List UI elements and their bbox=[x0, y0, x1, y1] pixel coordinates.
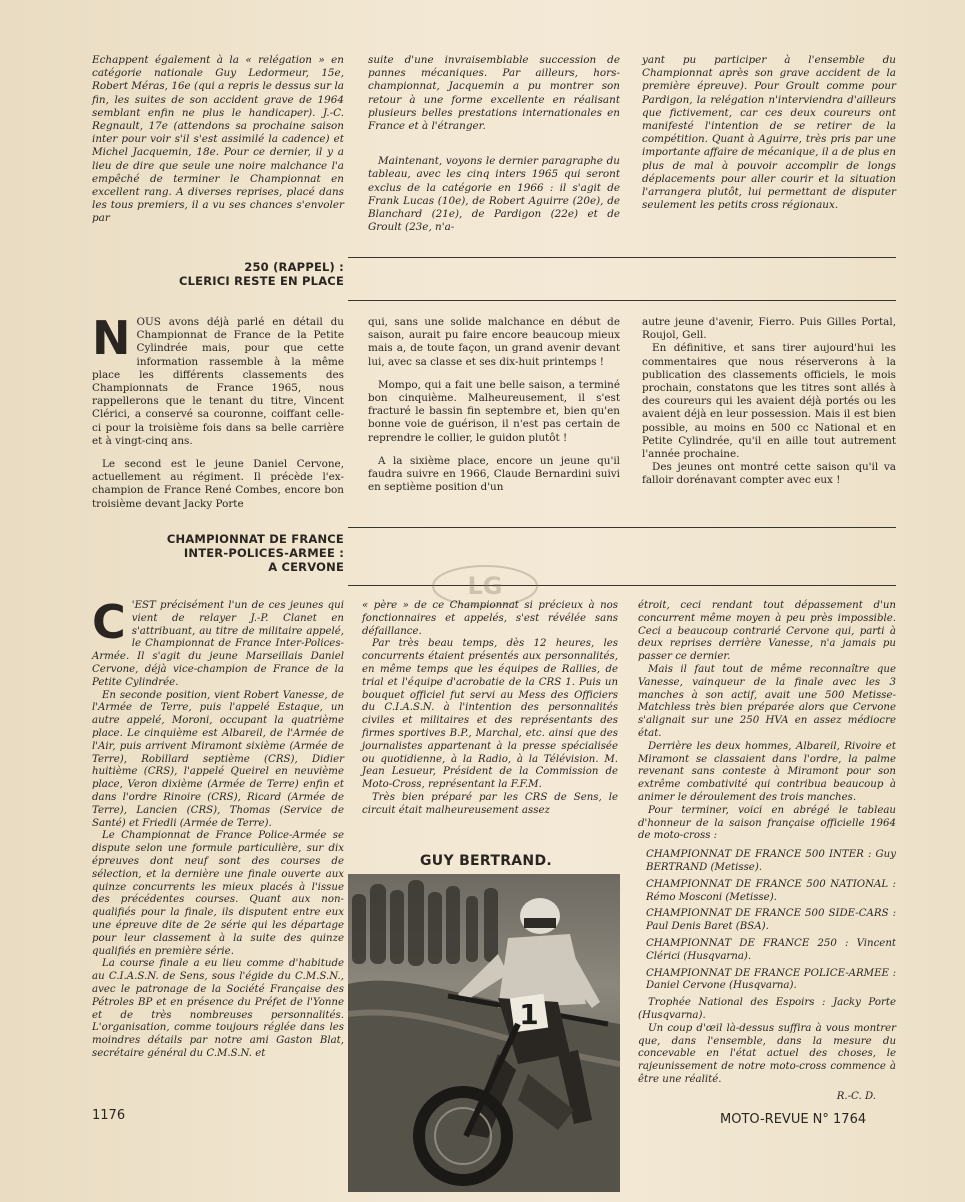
section-3-col-3-p2: Mais il faut tout de même reconnaître que Vanesse, vainqueur de la finale avec les 3 manches à son actif, avait une 500 Metisse-Matchless très bien préparée alors que Cervone s'alignait sur une 250 HVA en assez médiocre état. bbox=[638, 663, 896, 739]
section-2-col-1 bbox=[92, 311, 344, 521]
section-2-col-3 bbox=[642, 316, 896, 498]
section-3-col-1-p2: En seconde position, vient Robert Vanesse, de l'Armée de Terre, puis l'appelé Estaque, un autre appelé, Moroni, occupant la quatrième place. Le cinquième est Albareil, de l'Armée de l'Air, puis arrivent Miramont sixième (Armée de Terre), Robillard septième (CRS), Didier huitième (CRS), l'appelé Queirel en neuvième place, Veron dixième (Armée de Terre) enfin et dans l'ordre Rinoire (CRS), Ricard (Armée de Terre), Lancien (CRS), Thomas (Service de Santé) et Friedli (Armée de Terre). bbox=[92, 689, 344, 829]
section-2-col-1-p1: OUS avons déjà parlé en détail du Championnat de France de la Petite Cylindrée mais, pour que cette information rassemble à la même place les différents classements des Championnats de France 1965, nous rappellerons que le tenant du titre, Vincent Clérici, a conservé sa couronne, coiffant celle-ci pour la troisième fois dans sa belle carrière et à vingt-cinq ans. bbox=[92, 316, 344, 447]
champion-entry: CHAMPIONNAT DE FRANCE 500 SIDE-CARS : Paul Denis Baret (BSA). bbox=[646, 908, 896, 933]
champion-entry: CHAMPIONNAT DE FRANCE 500 NATIONAL : Rémo Mosconi (Metisse). bbox=[646, 878, 896, 903]
section-2-dropcap: N bbox=[92, 311, 131, 365]
motocross-rider-image bbox=[348, 874, 620, 1192]
section-3-col-3-p3: Derrière les deux hommes, Albareil, Rivoire et Miramont se classaient dans l'ordre, la palme revenant sans conteste à Miramont pour son extrême combativité qui contribua beaucoup à animer le déroulement des trois manches. bbox=[638, 740, 896, 803]
section-2-col-3-p1: autre jeune d'avenir, Fierro. Puis Gilles Portal, Roujol, Gell. bbox=[642, 316, 896, 342]
section-2-col-2 bbox=[368, 316, 620, 504]
section-3-col-3-p4: Pour terminer, voici en abrégé le tableau d'honneur de la saison française officielle 1964 de moto-cross : bbox=[638, 804, 896, 842]
section-2-col-3-p3: Des jeunes ont montré cette saison qu'il va falloir dorénavant compter avec eux ! bbox=[642, 461, 896, 487]
section-2-title-line-2: CLERICI RESTE EN PLACE bbox=[178, 274, 344, 288]
section-3-col-1-p1: 'EST précisément l'un de ces jeunes qui vient de relayer J.-P. Clanet en s'attribuant, au titre de militaire appelé, le Championnat de France Inter-Polices-Armée. Il s'agit du jeune Marseillais Daniel Cervone, déjà vice-champion de France de la Petite Cylindrée. bbox=[92, 600, 344, 688]
section-2-rule-top bbox=[348, 257, 896, 258]
page-number: 1176 bbox=[92, 1108, 126, 1123]
section-3-col-2-p2: Par très beau temps, dès 12 heures, les concurrents étaient présentés aux personnalités, en même temps que les équipes de Rallies, de trial et l'équipe d'acrobatie de la CRS 1. Puis un bouquet officiel fut servi au Mess des Officiers du C.I.A.S.N. à l'intention des personnalités civiles et militaires et des représentants des firmes sportives B.P., Marchal, etc. ainsi que des journalistes appartenant à la presse spécialisée ou quotidienne, à la Radio, à la Télévision. M. Jean Lesueur, Président de la Commission de Moto-Cross, représentant la F.F.M. bbox=[362, 638, 618, 791]
section-3-col-1-p3: Le Championnat de France Police-Armée se dispute selon une formule particulière, sur dix épreuves dont neuf sont des courses de sélection, et la dernière une finale ouverte aux quinze concurrents les mieux placés à l'issue des précédentes courses. Quant aux non-qualifiés pour la finale, ils disputent entre eux une épreuve dite de 2e série qui les départage pour leur classement à la suite des quinze qualifiés en première série. bbox=[92, 830, 344, 957]
section-3-col-3-p5: Trophée National des Espoirs : Jacky Porte (Husqvarna). bbox=[638, 997, 896, 1021]
section-2-col-2-p3: A la sixième place, encore un jeune qu'il faudra suivre en 1966, Claude Bernardini suivi en septième position d'un bbox=[368, 454, 620, 494]
race-number-plate: 1 bbox=[519, 998, 539, 1031]
section-3-col-3 bbox=[638, 600, 896, 1103]
top-col-3-text: yant pu participer à l'ensemble du Championnat après son grave accident de la première épreuve). Pour Groult comme pour Pardigon, la relégation n'interviendra d'ailleurs que fictivement, car ces deux coureurs ont manifesté l'intention de se retirer de la compétition. Quant à Aguirre, très pris par une importante affaire de mécanique, il a de plus en plus de mal à pouvoir accomplir de longs déplacements pour aller courir et la situation l'arrangera plutôt, lui permettant de disputer seulement les petits cross régionaux. bbox=[642, 54, 896, 212]
section-2-col-2-p1: qui, sans une solide malchance en début de saison, aurait pu faire encore beaucoup mieux mais a, de toute façon, un grand avenir devant lui, avec sa classe et ses dix-huit printemps ! bbox=[368, 316, 620, 368]
rider-photo bbox=[348, 874, 620, 1192]
section-2-col-1-p2: Le second est le jeune Daniel Cervone, actuellement au régiment. Il précède l'ex-champion de France René Combes, encore bon troisième devant Jacky Porte bbox=[92, 458, 344, 510]
signature: R.-C. D. bbox=[836, 1090, 876, 1102]
top-col-1 bbox=[92, 54, 344, 236]
section-2-title bbox=[92, 260, 344, 288]
section-3-col-3-p6: Un coup d'œil là-dessus suffira à vous montrer que, dans l'ensemble, dans la mesure du concevable en l'état actuel des choses, le rajeunissement de notre moto-cross commence à être une réalité. bbox=[638, 1022, 896, 1085]
top-col-2b-text: Maintenant, voyons le dernier paragraphe du tableau, avec les cinq inters 1965 qui seront exclus de la catégorie en 1966 : il s'agit de Frank Lucas (10e), de Robert Aguirre (20e), de Blanchard (21e), de Pardigon (22e) et de Groult (23e, n'a- bbox=[368, 155, 620, 234]
section-2-rule-bottom bbox=[348, 300, 896, 301]
section-3-title-line-2: INTER-POLICES-ARMEE : bbox=[183, 546, 344, 560]
section-3-rule-top bbox=[348, 527, 896, 528]
champion-entry: CHAMPIONNAT DE FRANCE POLICE-ARMEE : Daniel Cervone (Husqvarna). bbox=[646, 967, 896, 992]
section-2-col-2-p2: Mompo, qui a fait une belle saison, a terminé bon cinquième. Malheureusement, il s'est fracturé le bassin fin septembre et, bien qu'en bonne voie de guérison, il n'est pas certain de reprendre le collier, le guidon plutôt ! bbox=[368, 378, 620, 444]
magazine-issue: MOTO-REVUE N° 1764 bbox=[720, 1112, 867, 1127]
section-3-title bbox=[92, 532, 344, 574]
section-2-col-3-p2: En définitive, et sans tirer aujourd'hui les commentaires que nous réserverons à la publication des classements officiels, le mois prochain, constatons que les titres sont allés à des coureurs qui les avaient déjà portés ou les avaient déjà en leur possession. Mais il est bien possible, au moins en 500 cc National et en Petite Cylindrée, qu'il en aille tout autrement l'année prochaine. bbox=[642, 342, 896, 461]
champion-entry: CHAMPIONNAT DE FRANCE 500 INTER : Guy BERTRAND (Metisse). bbox=[646, 849, 896, 873]
section-2-title-line-1: 250 (RAPPEL) : bbox=[244, 260, 344, 274]
photo-caption: GUY BERTRAND. bbox=[420, 853, 552, 869]
section-3-col-1-p4: La course finale a eu lieu comme d'habitude au C.I.A.S.N. de Sens, sous l'égide du C.M.S.N., avec le patronage de la Société Française des Pétroles BP et en présence du Préfet de l'Yonne et de très nombreuses personnalités. L'organisation, comme toujours réglée dans les moindres détails par notre ami Gaston Blat, secrétaire général du C.M.S.N. et bbox=[92, 958, 344, 1059]
section-3-col-2-p1: « père » de ce Championnat si précieux à nos fonctionnaires et appelés, s'est révélée sans défaillance. bbox=[362, 600, 618, 637]
section-3-title-line-3: A CERVONE bbox=[268, 560, 344, 574]
section-3-col-3-p1: étroit, ceci rendant tout dépassement d'un concurrent même moyen à peu près impossible. Ceci a beaucoup contrarié Cervone qui, parti à deux reprises derrière Vanesse, n'a jamais pu passer ce dernier. bbox=[638, 600, 896, 663]
section-3-col-1 bbox=[92, 595, 344, 1071]
watermark-text: LG bbox=[467, 572, 503, 600]
top-col-3 bbox=[642, 54, 896, 222]
champions-list bbox=[638, 849, 896, 993]
section-3-col-2-p3: Très bien préparé par les CRS de Sens, le circuit était malheureusement assez bbox=[362, 791, 618, 816]
top-col-1-text: Echappent également à la « relégation » en catégorie nationale Guy Ledormeur, 15e, Robert Méras, 16e (qui a repris le dessus sur la fin, les suites de son accident grave de 1964 semblant enfin ne plus le handicaper). J.-C. Regnault, 17e (attendons sa prochaine saison inter pour voir s'il s'est assimilé la cadence) et Michel Jacquemin, 18e. Pour ce dernier, il y a lieu de dire que seule une noire malchance l'a empêché de terminer le Championnat en excellent rang. A diverses reprises, placé dans les tous premiers, il a vu ses chances s'envoler par bbox=[92, 54, 344, 225]
top-col-2 bbox=[368, 54, 620, 244]
champion-entry: CHAMPIONNAT DE FRANCE 250 : Vincent Clérici (Husqvarna). bbox=[646, 937, 896, 962]
section-3-col-2 bbox=[362, 600, 618, 828]
section-3-title-line-1: CHAMPIONNAT DE FRANCE bbox=[166, 532, 344, 546]
top-col-2a-text: suite d'une invraisemblable succession de pannes mécaniques. Par ailleurs, hors-championnat, Jacquemin a pu montrer son retour à une forme excellente en réalisant plusieurs belles prestations internationales en France et à l'étranger. bbox=[368, 54, 620, 133]
section-3-dropcap: C bbox=[92, 595, 126, 649]
